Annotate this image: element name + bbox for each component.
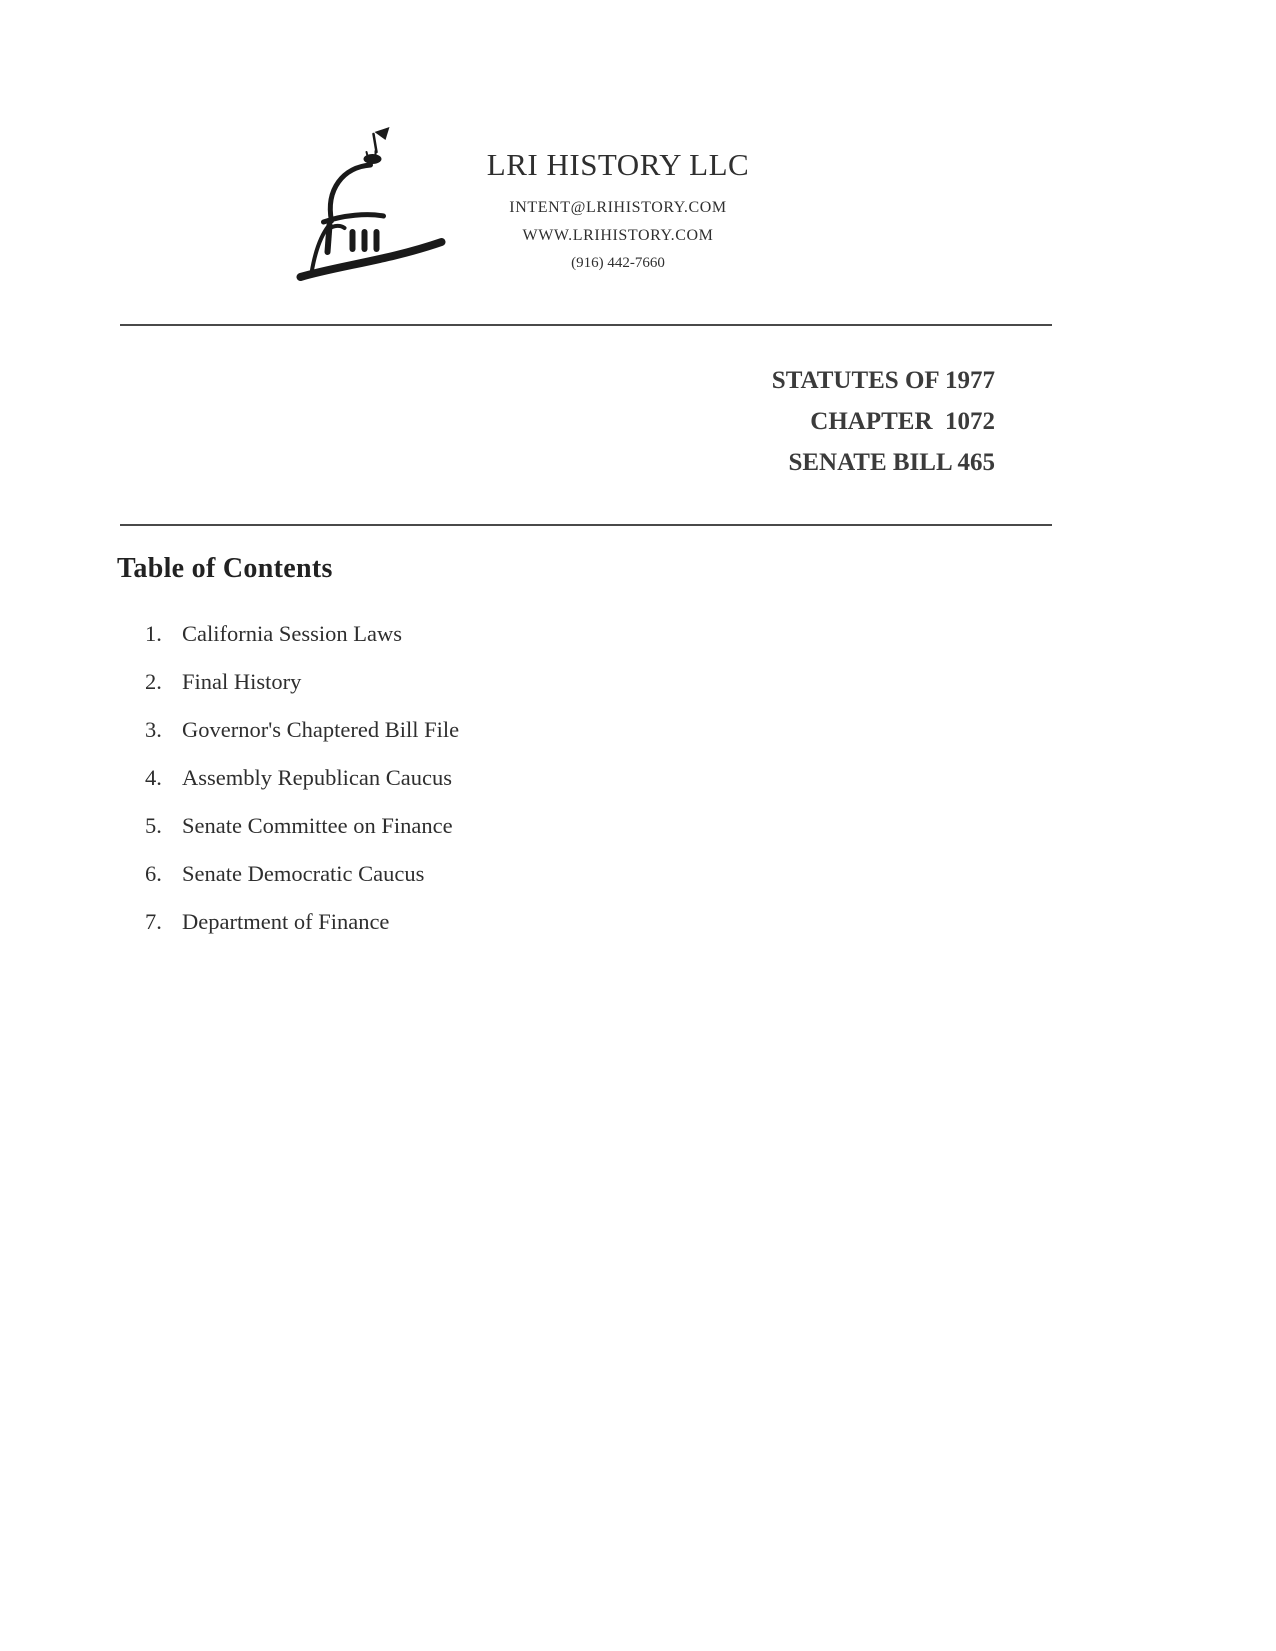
toc-item: Governor's Chaptered Bill File [182,717,460,742]
senate-bill-line: SENATE BILL 465 [788,449,995,476]
toc-item: Senate Democratic Caucus [182,861,425,886]
toc-title: Table of Contents [117,553,333,584]
statute-id-block [120,360,995,483]
capitol-logo-icon [293,125,448,290]
toc-item: California Session Laws [182,621,402,646]
letterhead-text [463,125,773,290]
toc-item: Senate Committee on Finance [182,813,453,838]
statutes-line: STATUTES OF 1977 [771,367,995,394]
divider-top [120,324,1052,326]
toc-list [145,622,459,958]
company-name: LRI HISTORY LLC [486,147,750,182]
toc-item: Assembly Republican Caucus [182,765,452,790]
website-text: WWW.LRIHISTORY.COM [522,227,714,244]
toc-item: Final History [182,669,302,694]
chapter-line: CHAPTER 1072 [810,408,995,435]
toc-item: Department of Finance [182,909,390,934]
divider-mid [120,524,1052,526]
email-text: INTENT@LRIHISTORY.COM [509,199,727,216]
phone-text: (916) 442-7660 [571,255,665,271]
letterhead [293,125,773,290]
